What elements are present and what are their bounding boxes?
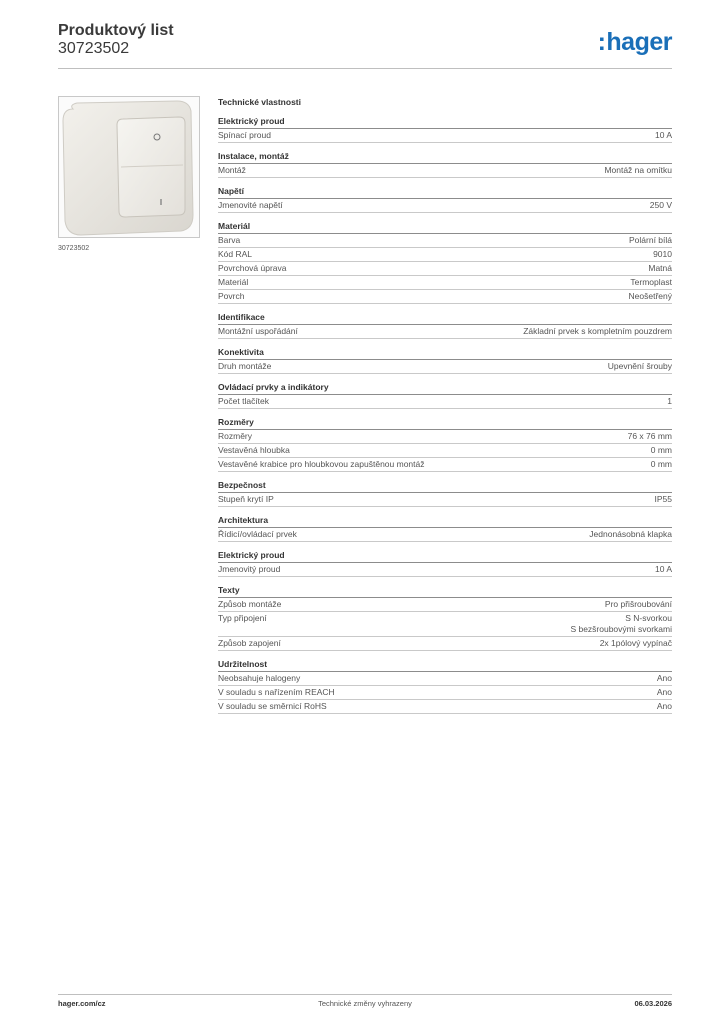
switch-illustration: [59, 97, 199, 237]
spec-label: V souladu se směrnicí RoHS: [218, 701, 327, 711]
spec-value-line: Pro přišroubování: [604, 599, 672, 609]
spec-label: Montáž: [218, 165, 246, 175]
spec-row: [218, 325, 672, 339]
spec-label: Vestavěná hloubka: [218, 445, 290, 455]
spec-value-line: 10 A: [654, 130, 672, 140]
spec-value-line: S bezšroubovými svorkami: [570, 624, 672, 634]
hager-logo: :hager: [597, 28, 672, 56]
spec-row: [218, 700, 672, 714]
spec-section: [218, 417, 672, 472]
spec-row: [218, 164, 672, 178]
spec-section: [218, 480, 672, 507]
spec-value: [629, 235, 672, 246]
specs-sections: [218, 116, 672, 714]
section-heading: Udržitelnost: [218, 659, 672, 672]
spec-value: [655, 494, 673, 505]
section-heading: Konektivita: [218, 347, 672, 360]
header-divider: [58, 68, 672, 69]
spec-value-line: Matná: [648, 263, 672, 273]
spec-row: [218, 234, 672, 248]
spec-label: Způsob zapojení: [218, 638, 281, 648]
spec-value-line: Základní prvek s kompletním pouzdrem: [523, 326, 672, 336]
spec-label: Druh montáže: [218, 361, 272, 371]
spec-label: Způsob montáže: [218, 599, 282, 609]
spec-value: [608, 361, 672, 372]
spec-label: Rozměry: [218, 431, 253, 441]
spec-row: [218, 458, 672, 472]
spec-value: [657, 687, 672, 698]
spec-section: [218, 585, 672, 651]
spec-label: Počet tlačítek: [218, 396, 270, 406]
specs-title: Technické vlastnosti: [218, 97, 301, 107]
spec-section: [218, 116, 672, 143]
section-heading: Bezpečnost: [218, 480, 672, 493]
spec-section: [218, 312, 672, 339]
spec-row: [218, 129, 672, 143]
spec-section: [218, 515, 672, 542]
spec-value-line: Polární bílá: [629, 235, 672, 245]
spec-row: [218, 686, 672, 700]
spec-section: [218, 151, 672, 178]
spec-value: [589, 529, 672, 540]
spec-value: [523, 326, 672, 337]
spec-value: [604, 165, 672, 176]
spec-value: [630, 277, 672, 288]
spec-label: Stupeň krytí IP: [218, 494, 274, 504]
spec-row: [218, 612, 672, 637]
image-caption: 30723502: [58, 245, 90, 252]
section-heading: Rozměry: [218, 417, 672, 430]
spec-value: [570, 613, 672, 635]
spec-row: [218, 199, 672, 213]
spec-label: Vestavěné krabice pro hloubkovou zapuštěnou montáž: [218, 459, 425, 469]
spec-row: [218, 290, 672, 304]
specs-table: [218, 96, 672, 722]
product-image: [58, 96, 200, 238]
spec-label: Kód RAL: [218, 249, 253, 259]
section-heading: Texty: [218, 585, 672, 598]
spec-value: [651, 445, 672, 456]
spec-value-line: Jednonásobná klapka: [589, 529, 672, 539]
spec-row: [218, 672, 672, 686]
section-heading: Elektrický proud: [218, 116, 672, 129]
product-number: 30723502: [58, 40, 130, 57]
spec-label: Typ připojení: [218, 613, 267, 623]
spec-row: [218, 248, 672, 262]
spec-label: Jmenovitý proud: [218, 564, 281, 574]
spec-row: [218, 360, 672, 374]
spec-value-line: S N-svorkou: [625, 613, 672, 623]
spec-row: [218, 598, 672, 612]
spec-value-line: Montáž na omítku: [604, 165, 672, 175]
spec-label: Jmenovité napětí: [218, 200, 283, 210]
spec-label: Neobsahuje halogeny: [218, 673, 301, 683]
spec-value: [628, 431, 672, 442]
section-heading: Ovládací prvky a indikátory: [218, 382, 672, 395]
spec-value: [667, 396, 672, 407]
spec-section: [218, 186, 672, 213]
spec-value-line: Ano: [656, 673, 672, 683]
spec-row: [218, 262, 672, 276]
spec-value-line: Upevnění šrouby: [607, 361, 672, 371]
spec-label: Řídicí/ovládací prvek: [218, 529, 297, 539]
footer: [58, 994, 672, 1013]
spec-value-line: Ano: [656, 701, 672, 711]
spec-value: [655, 130, 672, 141]
spec-section: [218, 659, 672, 714]
spec-row: [218, 430, 672, 444]
spec-value-line: 1: [667, 396, 672, 406]
spec-value: [650, 200, 672, 211]
spec-row: [218, 637, 672, 651]
spec-value: [605, 599, 672, 610]
spec-section: [218, 347, 672, 374]
spec-row: [218, 528, 672, 542]
spec-value: [653, 249, 672, 260]
section-heading: Materiál: [218, 221, 672, 234]
spec-value-line: 2x 1pólový vypínač: [599, 638, 672, 648]
spec-section: [218, 550, 672, 577]
section-heading: Elektrický proud: [218, 550, 672, 563]
spec-row: [218, 444, 672, 458]
footer-date: 06.03.2026: [634, 999, 672, 1008]
spec-row: [218, 276, 672, 290]
spec-value-line: 250 V: [649, 200, 672, 210]
spec-value: [651, 459, 672, 470]
spec-value-line: Termoplast: [630, 277, 672, 287]
spec-label: V souladu s nařízením REACH: [218, 687, 335, 697]
spec-value: [648, 263, 672, 274]
spec-section: [218, 221, 672, 304]
spec-value-line: 9010: [653, 249, 672, 259]
footer-notice: Technické změny vyhrazeny: [318, 999, 412, 1008]
spec-value-line: IP55: [654, 494, 672, 504]
spec-value: [629, 291, 672, 302]
spec-value-line: 0 mm: [650, 459, 672, 469]
footer-website: hager.com/cz: [58, 999, 106, 1008]
section-heading: Instalace, montáž: [218, 151, 672, 164]
spec-value: [657, 673, 672, 684]
spec-value-line: Ano: [656, 687, 672, 697]
spec-label: Montážní uspořádání: [218, 326, 298, 336]
spec-section: [218, 382, 672, 409]
spec-value: [655, 564, 672, 575]
section-heading: Architektura: [218, 515, 672, 528]
spec-row: [218, 395, 672, 409]
spec-value-line: 76 x 76 mm: [627, 431, 672, 441]
spec-value: [600, 638, 672, 649]
spec-row: [218, 563, 672, 577]
spec-label: Povrchová úprava: [218, 263, 287, 273]
spec-value: [657, 701, 672, 712]
spec-label: Povrch: [218, 291, 245, 301]
spec-value-line: 10 A: [654, 564, 672, 574]
spec-label: Materiál: [218, 277, 249, 287]
spec-value-line: Neošetřený: [628, 291, 672, 301]
section-heading: Napětí: [218, 186, 672, 199]
spec-value-line: 0 mm: [650, 445, 672, 455]
spec-label: Spínací proud: [218, 130, 271, 140]
page-title: Produktový list: [58, 22, 174, 39]
logo-text: hager: [606, 28, 672, 56]
spec-row: [218, 493, 672, 507]
spec-label: Barva: [218, 235, 241, 245]
section-heading: Identifikace: [218, 312, 672, 325]
